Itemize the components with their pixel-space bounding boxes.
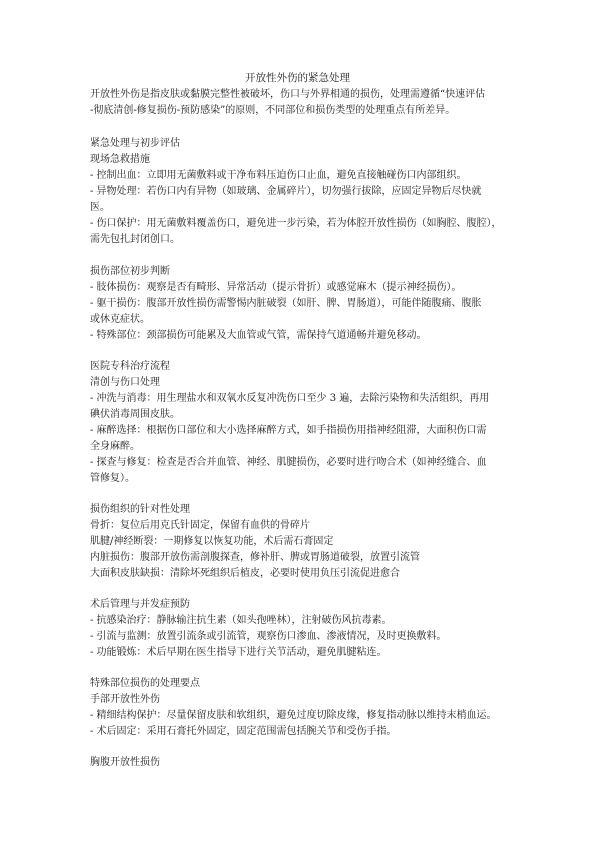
subsection-heading: 清创与伤口处理 <box>90 377 160 388</box>
subsection-heading: 损伤部位初步判断 <box>90 266 170 277</box>
body-line: 需先包扎封闭创口。 <box>90 234 180 245</box>
intro-line: 开放性外伤是指皮肤或黏膜完整性被破坏，伤口与外界相通的损伤，处理需遵循“快速评估 <box>90 89 486 100</box>
body-line: - 冲洗与消毒：用生理盐水和双氧水反复冲洗伤口至少 3 遍，去除污染物和失活组织，再用 <box>90 393 490 404</box>
body-line: - 功能锻炼：术后早期在医生指导下进行关节活动，避免肌腱粘连。 <box>90 647 387 658</box>
body-line: 医。 <box>90 202 110 213</box>
body-line: - 躯干损伤：腹部开放性损伤需警惕内脏破裂（如肝、脾、胃肠道），可能伴随腹痛、腹胀 <box>90 298 482 309</box>
body-line: - 异物处理：若伤口内有异物（如玻璃、金属碎片），切勿强行拔除，应固定异物后尽快就 <box>90 186 482 197</box>
subsection-heading: 手部开放性外伤 <box>90 694 160 705</box>
body-line: - 肢体损伤：观察是否有畸形、异常活动（提示骨折）或感觉麻木（提示神经损伤）。 <box>90 282 462 293</box>
body-line: - 术后固定：采用石膏托外固定，固定范围需包括腕关节和受伤手指。 <box>90 726 397 737</box>
subsection-heading: 损伤组织的针对性处理 <box>90 504 190 515</box>
intro-line: -彻底清创-修复损伤-预防感染”的原则，不同部位和损伤类型的处理重点有所差异。 <box>90 105 456 116</box>
section-heading: 特殊部位损伤的处理要点 <box>90 678 200 689</box>
body-line: 肌腱/神经断裂：一期修复以恢复功能，术后需石膏固定 <box>90 536 334 547</box>
body-line: 碘伏消毒周围皮肤。 <box>90 409 180 420</box>
body-line: - 伤口保护：用无菌敷料覆盖伤口，避免进一步污染，若为体腔开放性损伤（如胸腔、腹腔）， <box>90 218 502 229</box>
body-line: 或休克症状。 <box>90 314 150 325</box>
subsection-heading: 术后管理与并发症预防 <box>90 599 190 610</box>
body-line: - 麻醉选择：根据伤口部位和大小选择麻醉方式，如手指损伤用指神经阻滞，大面积伤口需 <box>90 425 487 436</box>
section-heading: 医院专科治疗流程 <box>90 361 170 372</box>
body-line: - 特殊部位：颈部损伤可能累及大血管或气管，需保持气道通畅并避免移动。 <box>90 330 427 341</box>
body-line: - 抗感染治疗：静脉输注抗生素（如头孢唑林），注射破伤风抗毒素。 <box>90 615 392 626</box>
document-title: 开放性外伤的紧急处理 <box>245 72 350 84</box>
body-line: 内脏损伤：腹部开放伤需剖腹探查，修补肝、脾或胃肠道破裂，放置引流管 <box>90 552 420 563</box>
body-line: 大面积皮肤缺损：清除坏死组织后植皮，必要时使用负压引流促进愈合 <box>90 568 400 579</box>
body-line: 全身麻醉。 <box>90 441 140 452</box>
body-line: 骨折：复位后用克氏针固定，保留有血供的骨碎片 <box>90 520 310 531</box>
section-heading: 紧急处理与初步评估 <box>90 138 180 149</box>
subsection-heading: 胸腹开放性损伤 <box>90 757 160 768</box>
subsection-heading: 现场急救措施 <box>90 154 150 165</box>
body-line: 管修复）。 <box>90 473 135 484</box>
body-line: - 精细结构保护：尽量保留皮肤和软组织，避免过度切除皮缘，修复指动脉以维持末梢血运。 <box>90 710 497 721</box>
body-line: - 控制出血：立即用无菌敷料或干净布料压迫伤口止血，避免直接触碰伤口内部组织。 <box>90 170 467 181</box>
body-line: - 探查与修复：检查是否合并血管、神经、肌腱损伤，必要时进行吻合术（如神经缝合、血 <box>90 457 487 468</box>
body-line: - 引流与监测：放置引流条或引流管，观察伤口渗血、渗液情况，及时更换敷料。 <box>90 631 447 642</box>
